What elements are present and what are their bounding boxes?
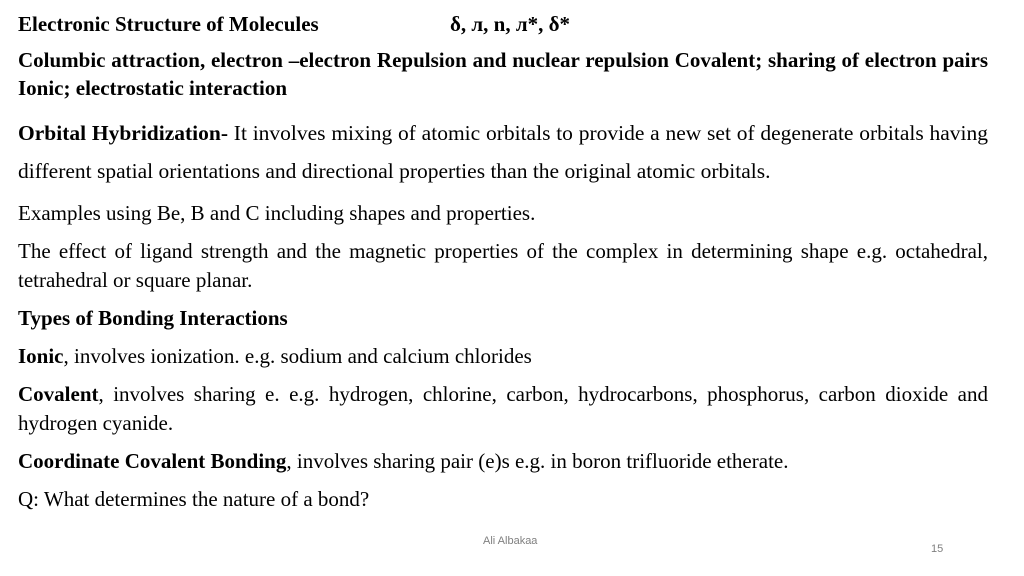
coordinate-term: Coordinate Covalent Bonding [18,449,287,473]
author-footer: Ali Albakaa [483,535,538,547]
slide-title: Electronic Structure of Molecules [18,12,319,36]
covalent-paragraph [18,380,988,438]
intro-paragraph: Columbic attraction, electron –electron Repulsion and nuclear repulsion Covalent; sharing of electron pairs Ionic; electrostatic interaction [18,48,988,100]
hybridization-term: Orbital Hybridization- [18,121,229,145]
bonding-heading: Types of Bonding Interactions [18,306,288,330]
coordinate-paragraph [18,447,988,476]
question-label: Q [18,487,34,511]
ionic-text: , involves ionization. e.g. sodium and calcium chlorides [63,344,532,368]
slide-content [18,6,988,514]
examples-paragraph: Examples using Be, B and C including shapes and properties. [18,201,536,225]
page-number: 15 [931,543,944,555]
hybridization-paragraph [18,114,988,190]
ionic-paragraph [18,342,988,371]
heading-row [18,6,988,42]
hybridization-text: It involves mixing of atomic orbitals to provide a new set of degenerate orbitals having different spatial orientations and directional properties than the original atomic orbitals. [18,121,989,183]
covalent-term: Covalent [18,382,99,406]
orbital-symbols: δ, л, n, л*, δ* [450,12,571,36]
coordinate-text: , involves sharing pair (e)s e.g. in boron trifluoride etherate. [286,449,789,473]
question-paragraph [18,485,988,514]
ionic-term: Ionic [18,344,64,368]
ligand-paragraph: The effect of ligand strength and the magnetic properties of the complex in determining shape e.g. octahedral, tetrahedral or square planar. [18,239,988,292]
covalent-text: , involves sharing e. e.g. hydrogen, chlorine, carbon, hydrocarbons, phosphorus, carbon dioxide and hydrogen cyanide. [18,382,988,435]
question-text: : What determines the nature of a bond? [33,487,370,511]
